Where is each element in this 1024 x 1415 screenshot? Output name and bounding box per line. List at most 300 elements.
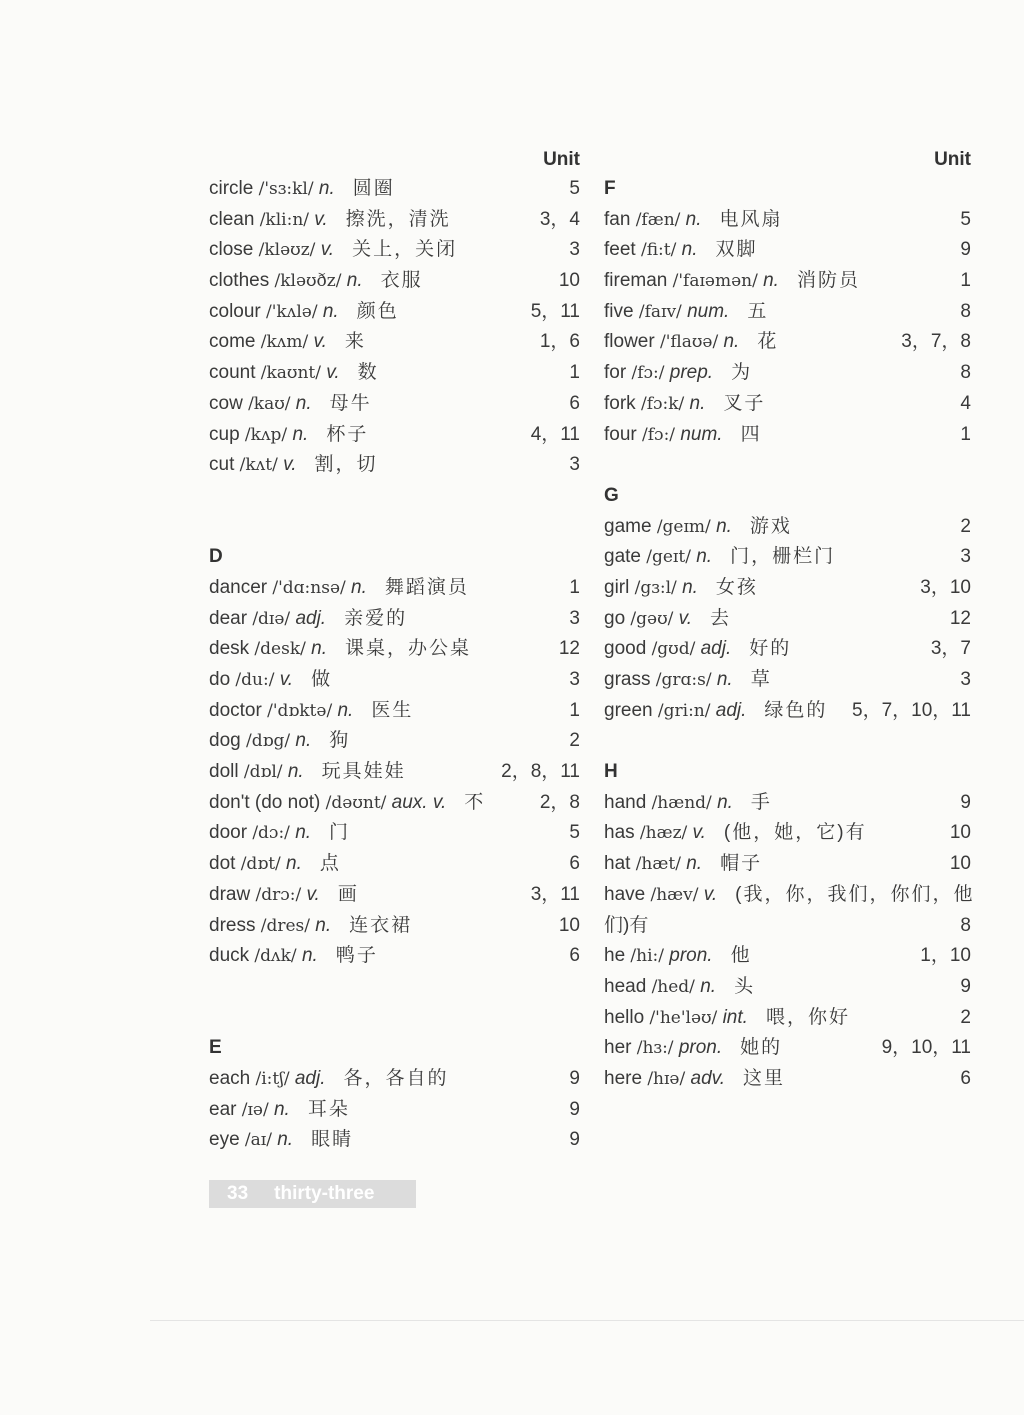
entry-pos: n.: [292, 423, 309, 445]
entry-ipa: /kʌp/: [244, 424, 288, 445]
glossary-entry: [604, 604, 971, 635]
entry-cn: (我，你，我们，你们，他: [735, 883, 975, 905]
entry-unit: 1，10: [920, 945, 971, 967]
glossary-entry: [604, 297, 971, 328]
glossary-entry: [604, 358, 971, 389]
entry-word: feet: [604, 239, 636, 261]
entry-word: for: [604, 362, 627, 384]
entry-cn: 花: [757, 331, 779, 353]
entry-ipa: /'sɜ:kl/: [258, 179, 314, 199]
entry-ipa: /hi:/: [630, 946, 664, 967]
entry-word: has: [604, 822, 635, 844]
entry-word: here: [604, 1067, 643, 1089]
entry-pos: n.: [301, 945, 318, 967]
entry-ipa: /kʌt/: [239, 455, 278, 476]
glossary-entry: [209, 1125, 580, 1156]
glossary-entry: [604, 1064, 971, 1095]
entry-ipa: /ɪə/: [241, 1099, 269, 1120]
entry-pos: n.: [723, 331, 740, 353]
entry-pos: n.: [717, 791, 733, 813]
entry-pos: n.: [322, 300, 339, 322]
entry-unit: 3，7: [930, 638, 971, 660]
entry-unit: 6: [960, 1067, 971, 1089]
entry-word: dot: [209, 853, 236, 875]
entry-word: count: [209, 362, 256, 384]
entry-ipa: /dəʊnt/: [325, 792, 387, 813]
entry-word: clothes: [209, 270, 270, 292]
entry-ipa: /'dɒktə/: [267, 700, 333, 721]
entry-pos: v.: [692, 822, 706, 844]
entry-pos: n.: [681, 239, 698, 261]
glossary-entry: [604, 235, 971, 266]
entry-ipa: /i:tʃ/: [255, 1068, 290, 1089]
entry-word: close: [209, 239, 254, 261]
glossary-entry: [604, 420, 971, 451]
entry-word: her: [604, 1037, 632, 1059]
entry-ipa: /hɪə/: [647, 1068, 686, 1089]
glossary-entry: [604, 849, 971, 880]
entry-unit: 5，11: [530, 300, 580, 322]
entry-pos: v.: [306, 883, 320, 905]
entry-ipa: /hed/: [651, 976, 695, 997]
entry-cn: 数: [357, 362, 379, 384]
section-letter-e: E: [209, 1037, 222, 1059]
entry-pos: pron.: [678, 1037, 723, 1059]
entry-word: draw: [209, 883, 251, 905]
entry-ipa: /hæv/: [650, 884, 699, 905]
entry-unit: 1，6: [539, 331, 580, 353]
entry-word: ear: [209, 1098, 237, 1120]
entry-ipa: /dʌk/: [254, 946, 297, 967]
entry-cn: 不: [464, 791, 486, 813]
glossary-entry-have: [604, 880, 975, 911]
entry-cn: 草: [750, 669, 772, 690]
entry-word: doll: [209, 761, 239, 783]
entry-pos: n.: [686, 853, 703, 875]
entry-ipa: /drɔ:/: [255, 884, 302, 905]
glossary-entry: [209, 726, 580, 757]
glossary-entry: [209, 849, 580, 880]
entry-pos: v.: [314, 208, 328, 230]
entry-ipa: /'flaʊə/: [659, 332, 719, 353]
entry-unit: 5: [569, 822, 580, 844]
entry-unit: 5: [569, 178, 580, 199]
entry-unit: 9，10，11: [881, 1037, 971, 1059]
glossary-entry-have-cont: [604, 911, 971, 942]
entry-unit: 3: [569, 239, 580, 261]
glossary-entry: [209, 1064, 580, 1095]
entry-ipa: /kʌm/: [260, 332, 309, 353]
entry-unit: 9: [960, 975, 971, 997]
entry-ipa: /aɪ/: [244, 1130, 272, 1151]
entry-cn: 狗: [329, 730, 351, 752]
entry-cn: 头: [734, 975, 756, 997]
glossary-entry: [209, 205, 580, 236]
glossary-entry: [604, 1003, 971, 1034]
section-letter-f: F: [604, 178, 616, 199]
entry-unit: 3: [569, 607, 580, 629]
glossary-entry: [604, 941, 971, 972]
entry-cn: 割，切: [314, 454, 378, 476]
entry-word: each: [209, 1067, 251, 1089]
entry-ipa: /'dɑ:nsə/: [272, 577, 346, 598]
entry-pos: n.: [273, 1098, 290, 1120]
glossary-entry: [209, 450, 580, 481]
entry-unit: 2，8，11: [501, 761, 580, 783]
entry-pos: n.: [716, 669, 733, 690]
entry-word: hand: [604, 791, 647, 813]
entry-word: dancer: [209, 576, 268, 598]
entry-word: dog: [209, 730, 241, 752]
entry-word: five: [604, 300, 634, 322]
entry-cn: 画: [337, 883, 359, 905]
entry-cn: (他，她，它)有: [723, 822, 867, 844]
entry-unit: 9: [569, 1129, 580, 1151]
entry-ipa: /kaʊnt/: [260, 363, 321, 384]
entry-unit: 4: [960, 392, 971, 414]
entry-word: clean: [209, 208, 255, 230]
glossary-group-g: [604, 512, 971, 727]
glossary-entry: [209, 604, 580, 635]
entry-cn: 门: [329, 822, 351, 844]
entry-unit: 12: [949, 607, 971, 629]
entry-cn: 他: [730, 945, 752, 967]
entry-unit: 8: [960, 300, 971, 322]
entry-cn: 双脚: [715, 239, 758, 261]
entry-word: grass: [604, 669, 651, 690]
entry-word: fireman: [604, 270, 668, 292]
entry-word: eye: [209, 1129, 240, 1151]
left-column: [209, 146, 580, 1156]
entry-pos: n.: [763, 270, 779, 292]
entry-pos: v.: [320, 239, 335, 261]
glossary-entry: [604, 542, 971, 573]
entry-cn: 鸭子: [335, 945, 378, 967]
entry-word: good: [604, 638, 647, 660]
glossary-entry: [209, 266, 580, 297]
entry-word: cow: [209, 392, 243, 414]
entry-cn-cont: 们)有: [604, 914, 649, 936]
entry-ipa: /faɪv/: [638, 301, 682, 322]
entry-cn: 四: [740, 423, 762, 445]
entry-unit: 5，7，10，11: [852, 699, 971, 721]
entry-word: cut: [209, 454, 235, 476]
entry-cn: 圆圈: [352, 178, 395, 199]
page-word: thirty-three: [274, 1183, 375, 1204]
entry-word: hello: [604, 1006, 645, 1028]
section-letter-g: G: [604, 484, 619, 506]
page-number: 33: [227, 1183, 249, 1204]
entry-word: hat: [604, 853, 631, 875]
entry-cn: 关上，关闭: [352, 239, 458, 261]
entry-pos: adj.: [700, 638, 732, 660]
entry-unit: 9: [569, 1098, 580, 1120]
entry-cn: 帽子: [720, 853, 763, 875]
entry-pos: v.: [703, 883, 718, 905]
entry-ipa: /gri:n/: [657, 700, 711, 721]
entry-word: dear: [209, 607, 248, 629]
glossary-entry: [604, 634, 971, 665]
glossary-group-f: [604, 205, 971, 451]
entry-cn: 消防员: [796, 270, 860, 292]
entry-ipa: /du:/: [235, 670, 275, 691]
entry-ipa: /dɔ:/: [252, 823, 290, 844]
entry-cn: 擦洗，清洗: [345, 208, 451, 230]
entry-cn: 眼睛: [311, 1129, 354, 1151]
entry-word: come: [209, 331, 256, 353]
glossary-entry: [604, 788, 971, 819]
entry-pos: n.: [337, 699, 354, 721]
entry-cn: 连衣裙: [349, 914, 413, 936]
entry-pos: n.: [351, 576, 367, 598]
entry-word: colour: [209, 300, 261, 322]
glossary-group-h1: [604, 788, 971, 880]
entry-pos: num.: [680, 423, 723, 445]
glossary-entry: [209, 941, 580, 972]
entry-pos: n.: [311, 638, 327, 660]
entry-unit: 8: [960, 914, 971, 936]
entry-ipa: /geɪt/: [646, 547, 691, 568]
entry-cn: 亲爱的: [344, 607, 408, 629]
entry-ipa: /'faɪəmən/: [672, 271, 758, 292]
glossary-entry: [209, 757, 580, 788]
entry-word: circle: [209, 178, 254, 199]
entry-word: desk: [209, 638, 250, 660]
glossary-entry: [209, 911, 580, 942]
glossary-entry: [604, 512, 971, 543]
entry-pos: int.: [722, 1006, 748, 1028]
glossary-entry: [209, 818, 580, 849]
entry-pos: n.: [318, 178, 335, 199]
entry-unit: 5: [960, 208, 971, 230]
entry-unit: 2，8: [539, 791, 580, 813]
entry-ipa: /dɒl/: [243, 762, 283, 783]
entry-cn: 好的: [749, 638, 792, 660]
entry-word: girl: [604, 576, 630, 598]
entry-ipa: /hæt/: [635, 854, 681, 875]
entry-pos: n.: [286, 853, 302, 875]
entry-unit: 10: [949, 822, 971, 844]
entry-word: do: [209, 669, 231, 691]
entry-cn: 杯子: [326, 423, 369, 445]
entry-word: he: [604, 945, 626, 967]
entry-ipa: /dres/: [260, 915, 310, 936]
entry-cn: 喂，你好: [765, 1006, 850, 1028]
entry-ipa: /dɒg/: [245, 731, 291, 752]
entry-ipa: /desk/: [254, 639, 306, 660]
entry-ipa: /hæz/: [639, 823, 688, 844]
glossary-entry: [209, 665, 580, 696]
entry-ipa: /grɑ:s/: [655, 670, 712, 690]
entry-unit: 9: [960, 791, 971, 813]
entry-unit: 3: [569, 454, 580, 476]
entry-pos: n.: [277, 1129, 294, 1151]
glossary-entry: [209, 1095, 580, 1126]
entry-word: four: [604, 423, 637, 445]
entry-unit: 10: [949, 853, 971, 875]
entry-ipa: /hɜ:/: [636, 1038, 674, 1059]
glossary-entry: [209, 389, 580, 420]
entry-cn: 医生: [371, 699, 414, 721]
entry-unit: 3，11: [530, 883, 580, 905]
entry-pos: v.: [326, 362, 340, 384]
entry-ipa: /fɔ:k/: [640, 393, 685, 414]
entry-unit: 2: [569, 730, 580, 752]
entry-pos: aux. v.: [391, 791, 447, 813]
entry-ipa: /'kʌlə/: [266, 301, 318, 322]
glossary-group-e: [209, 1064, 580, 1156]
entry-cn: 叉子: [723, 392, 766, 414]
glossary-entry: [209, 174, 580, 205]
glossary-entry: [209, 634, 580, 665]
entry-unit: 3，7，8: [901, 331, 971, 353]
glossary-entry: [209, 327, 580, 358]
glossary-entry: [604, 818, 971, 849]
unit-column-header: Unit: [934, 149, 971, 170]
unit-column-header: Unit: [543, 149, 580, 170]
section-letter-d: D: [209, 546, 223, 568]
entry-cn: 为: [731, 362, 753, 384]
entry-unit: 6: [569, 392, 580, 414]
entry-pos: pron.: [669, 945, 713, 967]
entry-cn: 点: [319, 853, 341, 875]
entry-word: door: [209, 822, 248, 844]
glossary-entry: [604, 266, 971, 297]
entry-unit: 8: [960, 362, 971, 384]
entry-cn: 女孩: [715, 576, 758, 598]
glossary-entry: [209, 420, 580, 451]
entry-cn: 颜色: [356, 300, 399, 322]
entry-cn: 做: [311, 669, 333, 691]
entry-cn: 来: [344, 331, 366, 353]
glossary-entry: [209, 573, 580, 604]
glossary-entry: [209, 235, 580, 266]
entry-ipa: /fi:t/: [640, 240, 677, 261]
entry-pos: adj.: [295, 607, 327, 629]
entry-pos: n.: [346, 270, 363, 292]
divider: [150, 1320, 1024, 1321]
entry-unit: 3: [960, 669, 971, 690]
entry-pos: adv.: [690, 1067, 726, 1089]
entry-unit: 3，10: [920, 576, 971, 598]
entry-unit: 2: [960, 1006, 971, 1028]
glossary-entry: [604, 389, 971, 420]
entry-cn: 绿色的: [764, 699, 828, 721]
entry-cn: 耳朵: [307, 1098, 350, 1120]
glossary-entry: [604, 1033, 971, 1064]
glossary-entry: [604, 327, 971, 358]
entry-pos: n.: [685, 208, 702, 230]
entry-word: don't (do not): [209, 791, 321, 813]
entry-ipa: /gɜ:l/: [634, 577, 677, 598]
glossary-entry: [604, 972, 971, 1003]
glossary-entry: [604, 665, 971, 696]
entry-cn: 各，各自的: [343, 1067, 449, 1089]
glossary-entry: [209, 297, 580, 328]
glossary-entry: [604, 696, 971, 727]
entry-pos: n.: [700, 975, 717, 997]
right-column: [604, 146, 975, 1095]
entry-unit: 1: [569, 576, 580, 598]
entry-ipa: /gʊd/: [651, 639, 696, 660]
entry-cn: 门，栅栏门: [730, 546, 836, 568]
glossary-entry: [209, 788, 580, 819]
entry-word: doctor: [209, 699, 262, 721]
entry-pos: n.: [682, 576, 698, 598]
entry-unit: 1: [960, 423, 971, 445]
section-letter-h: H: [604, 761, 618, 783]
entry-pos: num.: [687, 300, 730, 322]
entry-pos: n.: [295, 822, 312, 844]
entry-unit: 4，11: [530, 423, 580, 445]
entry-cn: 五: [747, 300, 769, 322]
entry-unit: 3: [569, 669, 580, 691]
entry-pos: n.: [696, 546, 713, 568]
entry-pos: adj.: [294, 1067, 326, 1089]
entry-unit: 9: [960, 239, 971, 261]
entry-cn: 课桌，办公桌: [345, 638, 472, 660]
entry-word: green: [604, 699, 653, 721]
entry-word: dress: [209, 914, 256, 936]
entry-cn: 母牛: [329, 392, 372, 414]
entry-unit: 1: [569, 362, 580, 384]
entry-pos: v.: [313, 331, 327, 353]
glossary-entry: [209, 880, 580, 911]
entry-ipa: /gəʊ/: [630, 608, 674, 629]
entry-cn: 手: [750, 791, 772, 813]
entry-cn: 她的: [740, 1037, 783, 1059]
entry-cn: 舞蹈演员: [384, 576, 469, 598]
entry-unit: 2: [960, 515, 971, 537]
entry-unit: 1: [569, 699, 580, 721]
entry-word: fan: [604, 208, 631, 230]
entry-cn: 这里: [743, 1067, 786, 1089]
entry-word: gate: [604, 546, 641, 568]
entry-pos: v.: [678, 607, 693, 629]
entry-word: head: [604, 975, 647, 997]
entry-word: cup: [209, 423, 240, 445]
entry-cn: 电风扇: [719, 208, 783, 230]
entry-cn: 衣服: [380, 270, 423, 292]
entry-word: game: [604, 515, 652, 537]
glossary-entry: [209, 358, 580, 389]
entry-ipa: /geɪm/: [656, 516, 711, 537]
page-footer: [209, 1180, 416, 1208]
entry-cn: 去: [710, 607, 732, 629]
entry-word: fork: [604, 392, 636, 414]
entry-pos: n.: [295, 730, 312, 752]
entry-word: flower: [604, 331, 655, 353]
entry-cn: 游戏: [749, 515, 792, 537]
entry-word: duck: [209, 945, 250, 967]
entry-pos: n.: [295, 392, 312, 414]
entry-unit: 10: [558, 270, 580, 292]
entry-ipa: /fɔ:/: [631, 363, 665, 384]
entry-ipa: /kləʊz/: [258, 240, 316, 261]
glossary-group-h2: [604, 941, 971, 1094]
entry-pos: n.: [689, 392, 706, 414]
glossary-group-d: [209, 573, 580, 972]
entry-ipa: /kaʊ/: [248, 393, 291, 414]
entry-ipa: /'he'ləʊ/: [649, 1007, 718, 1028]
glossary-entry: [604, 573, 971, 604]
entry-cn: 玩具娃娃: [321, 761, 406, 783]
entry-unit: 3: [960, 546, 971, 568]
entry-pos: prep.: [669, 362, 714, 384]
entry-pos: v.: [283, 454, 297, 476]
glossary-entry: [604, 205, 971, 236]
entry-pos: n.: [716, 515, 732, 537]
